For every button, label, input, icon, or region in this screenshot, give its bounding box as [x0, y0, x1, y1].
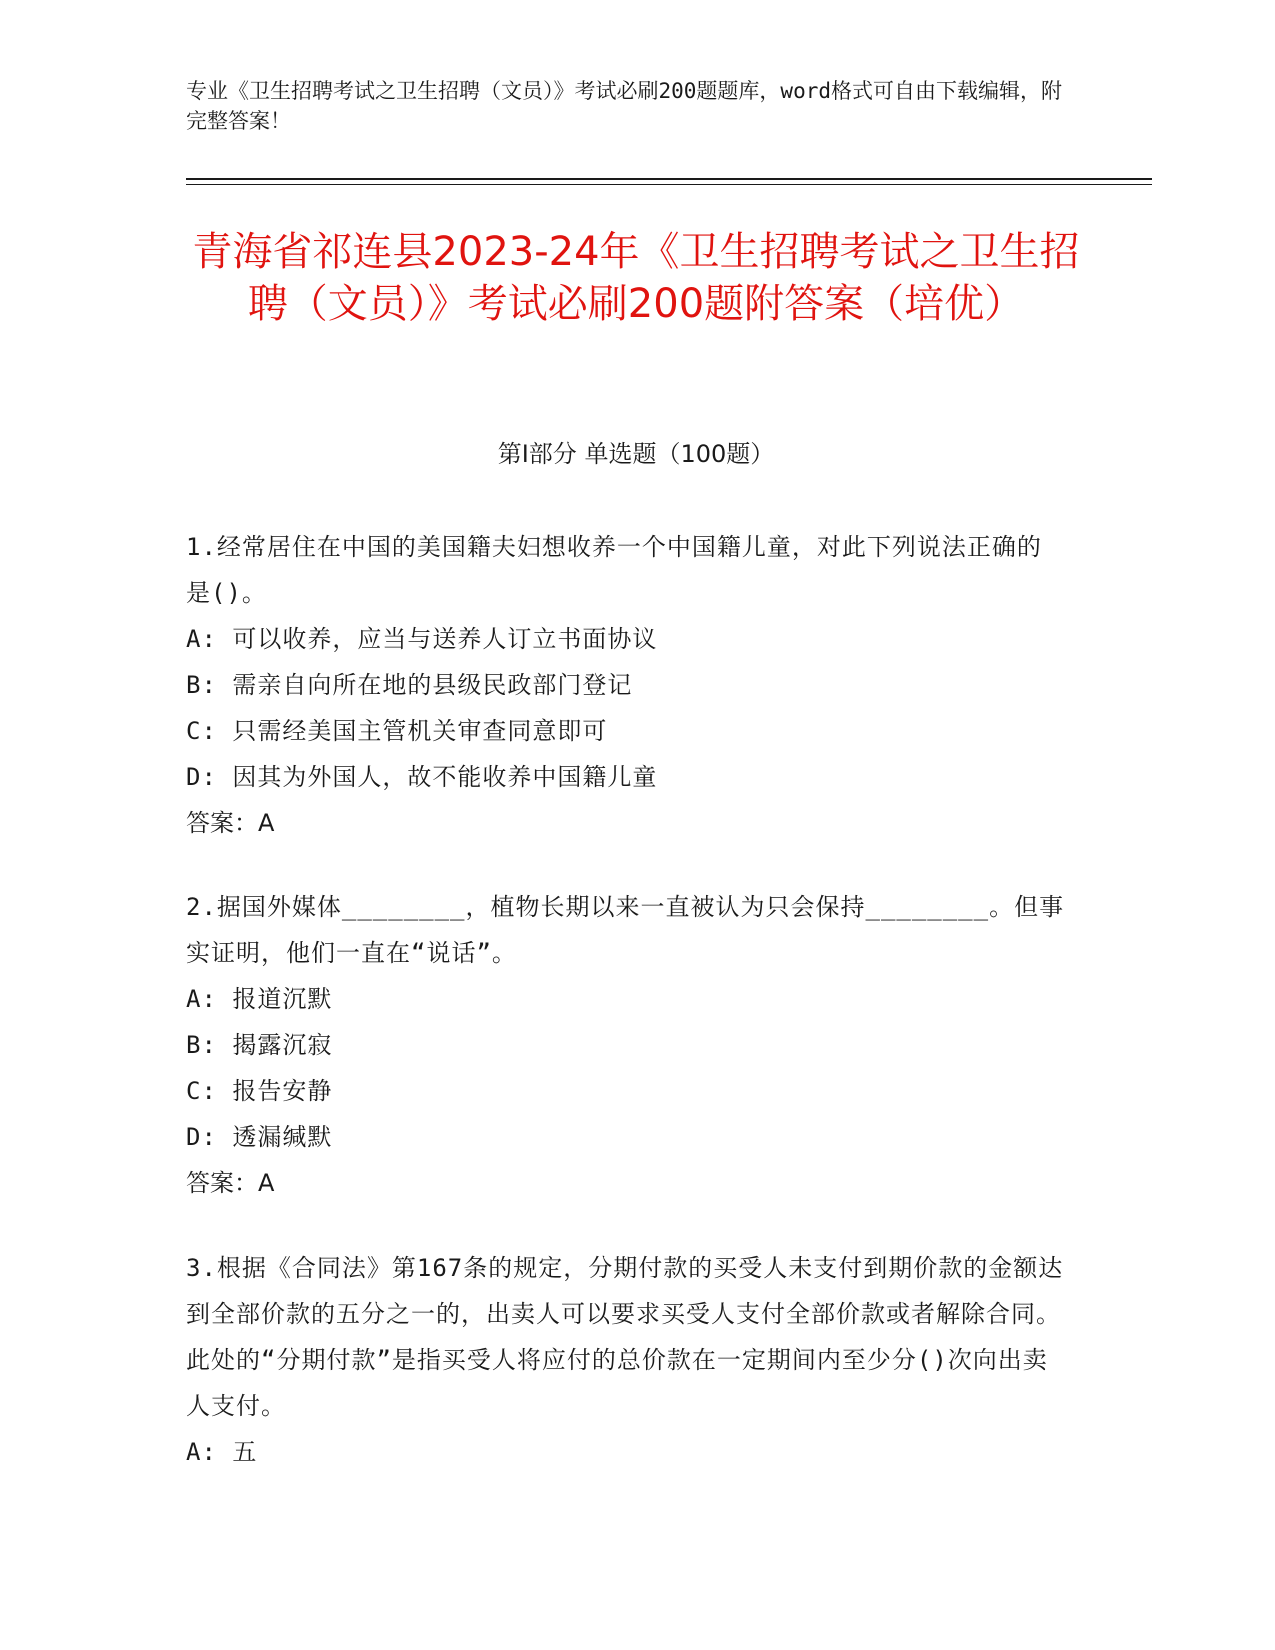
question-3 — [186, 1245, 1066, 1475]
option-d: D: 因其为外国人，故不能收养中国籍儿童 — [186, 763, 658, 791]
option-c: C: 报告安静 — [186, 1077, 333, 1105]
header-note: 专业《卫生招聘考试之卫生招聘（文员）》考试必刷200题题库，word格式可自由下载编辑，附完整答案！ — [186, 79, 1062, 133]
option-a: A: 可以收养，应当与送养人订立书面协议 — [186, 625, 658, 653]
section-title: 第Ⅰ部分 单选题（100题） — [497, 440, 775, 468]
option-b: B: 揭露沉寂 — [186, 1031, 333, 1059]
option-c: C: 只需经美国主管机关审查同意即可 — [186, 717, 608, 745]
header-divider-thin — [186, 184, 1152, 185]
option-b: B: 需亲自向所在地的县级民政部门登记 — [186, 671, 633, 699]
question-2 — [186, 884, 1066, 1206]
question-1 — [186, 524, 1066, 846]
option-a: A: 报道沉默 — [186, 985, 333, 1013]
answer-line: 答案：A — [186, 809, 275, 837]
option-a: A: 五 — [186, 1438, 258, 1466]
question-stem: 2.据国外媒体________，植物长期以来一直被认为只会保持________。但事实证明，他们一直在“说话”。 — [186, 893, 1065, 967]
question-stem: 3.根据《合同法》第167条的规定，分期付款的买受人未支付到期价款的金额达到全部价款的五分之一的，出卖人可以要求买受人支付全部价款或者解除合同。此处的“分期付款”是指买受人将应付的总价款在一定期间内至少分()次向出卖人支付。 — [186, 1254, 1064, 1420]
document-title: 青海省祁连县2023-24年《卫生招聘考试之卫生招聘（文员）》考试必刷200题附答案（培优） — [192, 229, 1080, 327]
header-divider-thick — [186, 178, 1152, 180]
answer-line: 答案：A — [186, 1169, 275, 1197]
option-d: D: 透漏缄默 — [186, 1123, 333, 1151]
question-stem: 1.经常居住在中国的美国籍夫妇想收养一个中国籍儿童，对此下列说法正确的是()。 — [186, 533, 1042, 607]
